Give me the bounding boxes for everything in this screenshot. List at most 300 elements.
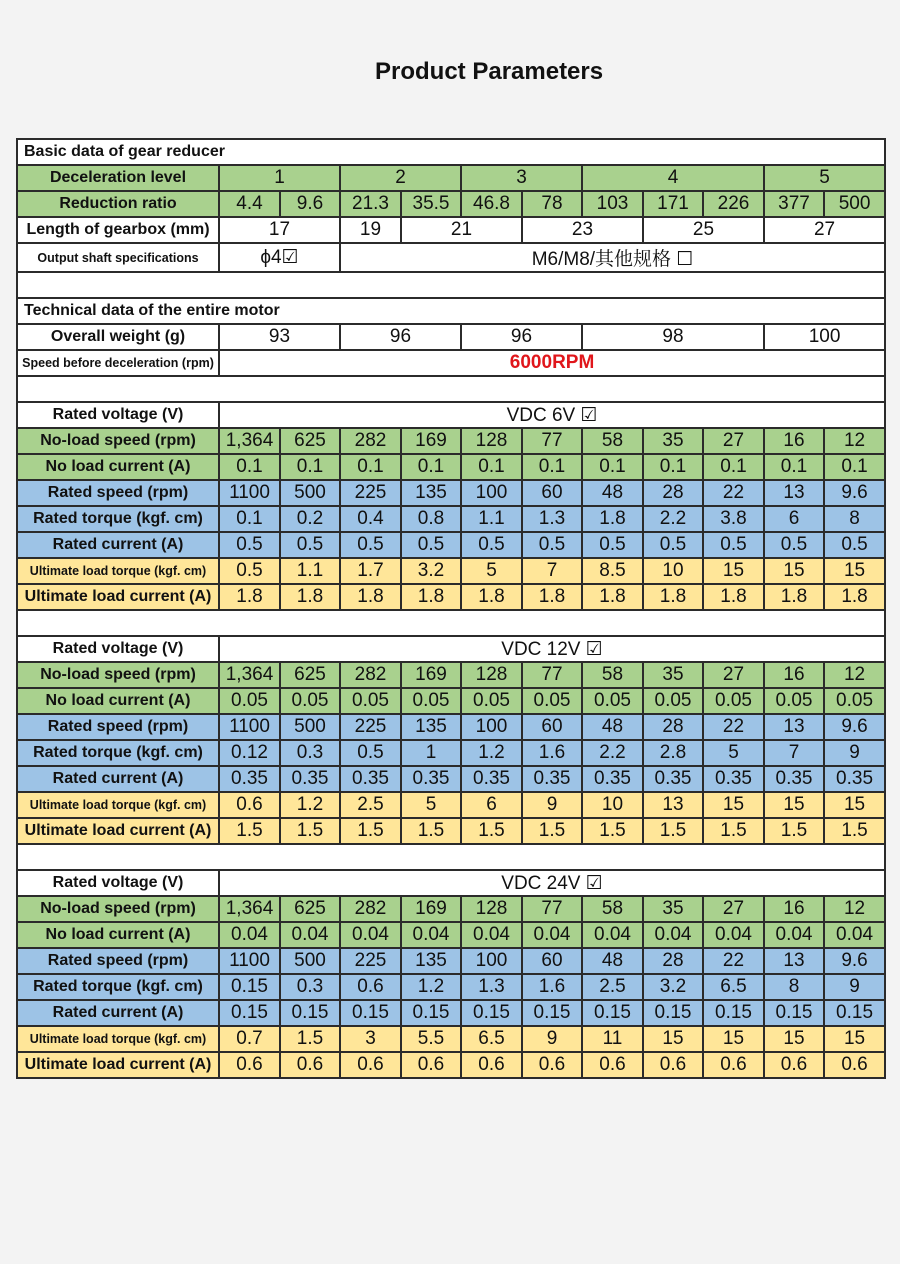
value-cell: 0.35 [340,766,401,792]
value-cell: 0.04 [703,922,764,948]
value-cell: 0.35 [643,766,703,792]
value-cell: 1.5 [280,818,340,844]
value-cell: 1.7 [340,558,401,584]
value-cell: 0.5 [280,532,340,558]
value-cell: 6.5 [703,974,764,1000]
data-row [17,740,885,766]
voltage-value: VDC 6V ☑ [219,402,885,428]
data-row [17,896,885,922]
value-cell: 0.15 [582,1000,643,1026]
row-label: No load current (A) [17,922,219,948]
data-row [17,506,885,532]
value-cell: 22 [703,480,764,506]
value-cell: 35 [643,896,703,922]
value-cell: 1.6 [522,974,582,1000]
value-cell: 0.6 [340,1052,401,1078]
value-cell: 0.7 [219,1026,280,1052]
value-cell: 1.5 [401,818,461,844]
weight-cell: 96 [461,324,582,350]
row-label: Reduction ratio [17,191,219,217]
data-row [17,558,885,584]
value-cell: 0.05 [582,688,643,714]
value-cell: 1.8 [401,584,461,610]
value-cell: 12 [824,428,885,454]
data-row [17,1000,885,1026]
value-cell: 0.35 [461,766,522,792]
data-row [17,662,885,688]
value-cell: 48 [582,714,643,740]
value-cell: 15 [703,1026,764,1052]
value-cell: 225 [340,948,401,974]
data-row [17,974,885,1000]
value-cell: 169 [401,662,461,688]
row-label: No-load speed (rpm) [17,896,219,922]
value-cell: 6 [764,506,824,532]
value-cell: 0.6 [824,1052,885,1078]
value-cell: 7 [522,558,582,584]
value-cell: 0.35 [280,766,340,792]
value-cell: 1.5 [703,818,764,844]
value-cell: 8.5 [582,558,643,584]
value-cell: 0.1 [582,454,643,480]
value-cell: 0.8 [401,506,461,532]
value-cell: 0.6 [764,1052,824,1078]
value-cell: 0.05 [401,688,461,714]
value-cell: 0.15 [824,1000,885,1026]
deceleration-level-row [17,165,885,191]
overall-weight-row [17,324,885,350]
value-cell: 0.1 [340,454,401,480]
voltage-header-row [17,636,885,662]
row-label: No-load speed (rpm) [17,662,219,688]
value-cell: 1.3 [522,506,582,532]
value-cell: 225 [340,480,401,506]
row-label: Ultimate load torque (kgf. cm) [17,1026,219,1052]
value-cell: 169 [401,896,461,922]
data-row [17,688,885,714]
row-label: Rated speed (rpm) [17,714,219,740]
weight-cell: 100 [764,324,885,350]
value-cell: 0.6 [401,1052,461,1078]
level-cell: 1 [219,165,340,191]
value-cell: 0.1 [764,454,824,480]
value-cell: 1.8 [219,584,280,610]
value-cell: 3 [340,1026,401,1052]
value-cell: 1.5 [522,818,582,844]
value-cell: 0.15 [219,974,280,1000]
value-cell: 1.8 [280,584,340,610]
value-cell: 2.2 [643,506,703,532]
voltage-header-row [17,402,885,428]
spacer-cell [17,272,885,298]
value-cell: 1.8 [643,584,703,610]
ratio-cell: 46.8 [461,191,522,217]
value-cell: 12 [824,662,885,688]
value-cell: 0.05 [522,688,582,714]
row-label: Ultimate load current (A) [17,818,219,844]
value-cell: 15 [824,792,885,818]
value-cell: 77 [522,428,582,454]
value-cell: 0.6 [280,1052,340,1078]
value-cell: 100 [461,948,522,974]
value-cell: 77 [522,662,582,688]
value-cell: 0.35 [824,766,885,792]
value-cell: 0.5 [340,740,401,766]
voltage-label: Rated voltage (V) [17,402,219,428]
value-cell: 500 [280,948,340,974]
value-cell: 1.8 [582,584,643,610]
value-cell: 0.15 [340,1000,401,1026]
value-cell: 0.04 [340,922,401,948]
data-row [17,584,885,610]
value-cell: 0.05 [764,688,824,714]
value-cell: 0.05 [219,688,280,714]
value-cell: 0.35 [764,766,824,792]
value-cell: 0.12 [219,740,280,766]
value-cell: 0.04 [582,922,643,948]
value-cell: 0.3 [280,974,340,1000]
value-cell: 0.6 [219,792,280,818]
page-title: Product Parameters [375,58,604,85]
motor-section-header [17,298,885,324]
ratio-cell: 377 [764,191,824,217]
value-cell: 0.6 [522,1052,582,1078]
weight-cell: 93 [219,324,340,350]
value-cell: 9 [824,740,885,766]
value-cell: 0.1 [401,454,461,480]
row-label: Speed before deceleration (rpm) [17,350,219,376]
value-cell: 0.5 [824,532,885,558]
value-cell: 3.2 [643,974,703,1000]
voltage-label: Rated voltage (V) [17,636,219,662]
gearbox-length-row [17,217,885,243]
value-cell: 13 [764,714,824,740]
value-cell: 0.35 [401,766,461,792]
value-cell: 3.8 [703,506,764,532]
value-cell: 15 [703,558,764,584]
value-cell: 28 [643,480,703,506]
value-cell: 27 [703,428,764,454]
value-cell: 1.8 [522,584,582,610]
row-label: Rated current (A) [17,1000,219,1026]
value-cell: 282 [340,896,401,922]
value-cell: 0.5 [461,532,522,558]
value-cell: 1.8 [582,506,643,532]
value-cell: 0.6 [219,1052,280,1078]
value-cell: 625 [280,662,340,688]
value-cell: 16 [764,896,824,922]
value-cell: 13 [643,792,703,818]
spacer-cell [17,844,885,870]
value-cell: 0.04 [401,922,461,948]
value-cell: 27 [703,896,764,922]
row-label: No-load speed (rpm) [17,428,219,454]
value-cell: 58 [582,428,643,454]
data-row [17,532,885,558]
value-cell: 0.5 [219,532,280,558]
value-cell: 100 [461,480,522,506]
data-row [17,714,885,740]
value-cell: 60 [522,480,582,506]
value-cell: 1.5 [582,818,643,844]
value-cell: 0.15 [764,1000,824,1026]
value-cell: 128 [461,896,522,922]
value-cell: 1.1 [280,558,340,584]
data-row [17,480,885,506]
value-cell: 0.1 [461,454,522,480]
value-cell: 0.6 [582,1052,643,1078]
value-cell: 1.5 [643,818,703,844]
data-row [17,948,885,974]
output-shaft-row [17,243,885,272]
value-cell: 1,364 [219,896,280,922]
weight-cell: 98 [582,324,764,350]
value-cell: 12 [824,896,885,922]
shaft-option-a: ϕ4☑ [219,243,340,272]
row-label: Rated torque (kgf. cm) [17,506,219,532]
value-cell: 1 [401,740,461,766]
value-cell: 9.6 [824,480,885,506]
value-cell: 8 [764,974,824,1000]
value-cell: 5 [401,792,461,818]
level-cell: 3 [461,165,582,191]
value-cell: 0.1 [824,454,885,480]
value-cell: 1.6 [522,740,582,766]
value-cell: 1.2 [280,792,340,818]
row-label: Deceleration level [17,165,219,191]
data-row [17,454,885,480]
value-cell: 0.5 [219,558,280,584]
voltage-value: VDC 12V ☑ [219,636,885,662]
value-cell: 15 [824,1026,885,1052]
data-row [17,1052,885,1078]
value-cell: 2.2 [582,740,643,766]
speed-value: 6000RPM [219,350,885,376]
length-cell: 19 [340,217,401,243]
value-cell: 15 [703,792,764,818]
value-cell: 0.5 [764,532,824,558]
value-cell: 9 [522,1026,582,1052]
value-cell: 9.6 [824,714,885,740]
value-cell: 0.15 [219,1000,280,1026]
value-cell: 1100 [219,714,280,740]
value-cell: 16 [764,662,824,688]
value-cell: 0.15 [522,1000,582,1026]
value-cell: 0.35 [522,766,582,792]
value-cell: 0.04 [522,922,582,948]
ratio-cell: 78 [522,191,582,217]
speed-before-deceleration-row [17,350,885,376]
value-cell: 60 [522,948,582,974]
value-cell: 135 [401,948,461,974]
value-cell: 1.8 [703,584,764,610]
value-cell: 1.8 [340,584,401,610]
value-cell: 1.8 [764,584,824,610]
value-cell: 1,364 [219,662,280,688]
data-row [17,1026,885,1052]
spacer-row [17,376,885,402]
value-cell: 5.5 [401,1026,461,1052]
value-cell: 0.1 [219,454,280,480]
spacer-cell [17,376,885,402]
value-cell: 10 [643,558,703,584]
value-cell: 0.35 [582,766,643,792]
value-cell: 1.1 [461,506,522,532]
value-cell: 15 [764,792,824,818]
value-cell: 13 [764,480,824,506]
reduction-ratio-row [17,191,885,217]
length-cell: 23 [522,217,643,243]
value-cell: 100 [461,714,522,740]
value-cell: 0.15 [703,1000,764,1026]
value-cell: 60 [522,714,582,740]
value-cell: 0.5 [643,532,703,558]
value-cell: 1.3 [461,974,522,1000]
value-cell: 0.04 [764,922,824,948]
value-cell: 282 [340,428,401,454]
value-cell: 0.1 [219,506,280,532]
row-label: Rated torque (kgf. cm) [17,974,219,1000]
spacer-row [17,272,885,298]
data-row [17,818,885,844]
row-label: Output shaft specifications [17,243,219,272]
length-cell: 27 [764,217,885,243]
data-row [17,792,885,818]
value-cell: 625 [280,896,340,922]
ratio-cell: 9.6 [280,191,340,217]
value-cell: 1.2 [401,974,461,1000]
value-cell: 0.15 [461,1000,522,1026]
spacer-row [17,610,885,636]
ratio-cell: 21.3 [340,191,401,217]
value-cell: 0.05 [280,688,340,714]
value-cell: 0.3 [280,740,340,766]
weight-cell: 96 [340,324,461,350]
value-cell: 0.04 [280,922,340,948]
value-cell: 1.5 [219,818,280,844]
value-cell: 0.4 [340,506,401,532]
value-cell: 0.1 [703,454,764,480]
value-cell: 22 [703,948,764,974]
value-cell: 28 [643,714,703,740]
value-cell: 225 [340,714,401,740]
motor-section-title: Technical data of the entire motor [17,298,885,324]
value-cell: 0.15 [643,1000,703,1026]
value-cell: 35 [643,662,703,688]
gear-section-title: Basic data of gear reducer [17,139,885,165]
ratio-cell: 500 [824,191,885,217]
value-cell: 0.6 [461,1052,522,1078]
value-cell: 0.05 [461,688,522,714]
gear-section-header [17,139,885,165]
data-row [17,922,885,948]
row-label: Rated current (A) [17,532,219,558]
level-cell: 4 [582,165,764,191]
length-cell: 17 [219,217,340,243]
value-cell: 2.5 [340,792,401,818]
value-cell: 135 [401,714,461,740]
spacer-cell [17,610,885,636]
value-cell: 0.5 [703,532,764,558]
value-cell: 1.5 [824,818,885,844]
value-cell: 2.5 [582,974,643,1000]
row-label: Rated speed (rpm) [17,480,219,506]
voltage-header-row [17,870,885,896]
row-label: Rated speed (rpm) [17,948,219,974]
value-cell: 15 [824,558,885,584]
row-label: Overall weight (g) [17,324,219,350]
value-cell: 15 [643,1026,703,1052]
value-cell: 58 [582,896,643,922]
value-cell: 27 [703,662,764,688]
value-cell: 58 [582,662,643,688]
value-cell: 15 [764,1026,824,1052]
value-cell: 0.04 [461,922,522,948]
value-cell: 0.05 [824,688,885,714]
value-cell: 1.5 [280,1026,340,1052]
value-cell: 0.6 [703,1052,764,1078]
value-cell: 22 [703,714,764,740]
value-cell: 13 [764,948,824,974]
value-cell: 9 [824,974,885,1000]
value-cell: 15 [764,558,824,584]
value-cell: 1.5 [764,818,824,844]
value-cell: 1.5 [461,818,522,844]
row-label: Ultimate load torque (kgf. cm) [17,792,219,818]
value-cell: 0.15 [280,1000,340,1026]
spacer-row [17,844,885,870]
value-cell: 128 [461,662,522,688]
value-cell: 0.5 [522,532,582,558]
value-cell: 1.8 [824,584,885,610]
value-cell: 7 [764,740,824,766]
value-cell: 0.1 [522,454,582,480]
value-cell: 0.5 [340,532,401,558]
value-cell: 0.04 [219,922,280,948]
value-cell: 1.5 [340,818,401,844]
value-cell: 16 [764,428,824,454]
value-cell: 11 [582,1026,643,1052]
ratio-cell: 35.5 [401,191,461,217]
value-cell: 0.35 [703,766,764,792]
parameter-table [16,138,886,1079]
value-cell: 48 [582,480,643,506]
row-label: Rated current (A) [17,766,219,792]
row-label: Length of gearbox (mm) [17,217,219,243]
row-label: Ultimate load current (A) [17,584,219,610]
value-cell: 0.1 [280,454,340,480]
voltage-value: VDC 24V ☑ [219,870,885,896]
value-cell: 0.6 [643,1052,703,1078]
value-cell: 6.5 [461,1026,522,1052]
value-cell: 0.04 [824,922,885,948]
row-label: Ultimate load torque (kgf. cm) [17,558,219,584]
value-cell: 6 [461,792,522,818]
value-cell: 0.5 [401,532,461,558]
value-cell: 3.2 [401,558,461,584]
value-cell: 2.8 [643,740,703,766]
value-cell: 28 [643,948,703,974]
ratio-cell: 103 [582,191,643,217]
value-cell: 500 [280,480,340,506]
value-cell: 169 [401,428,461,454]
value-cell: 0.15 [401,1000,461,1026]
value-cell: 135 [401,480,461,506]
ratio-cell: 226 [703,191,764,217]
value-cell: 0.35 [219,766,280,792]
ratio-cell: 171 [643,191,703,217]
level-cell: 2 [340,165,461,191]
